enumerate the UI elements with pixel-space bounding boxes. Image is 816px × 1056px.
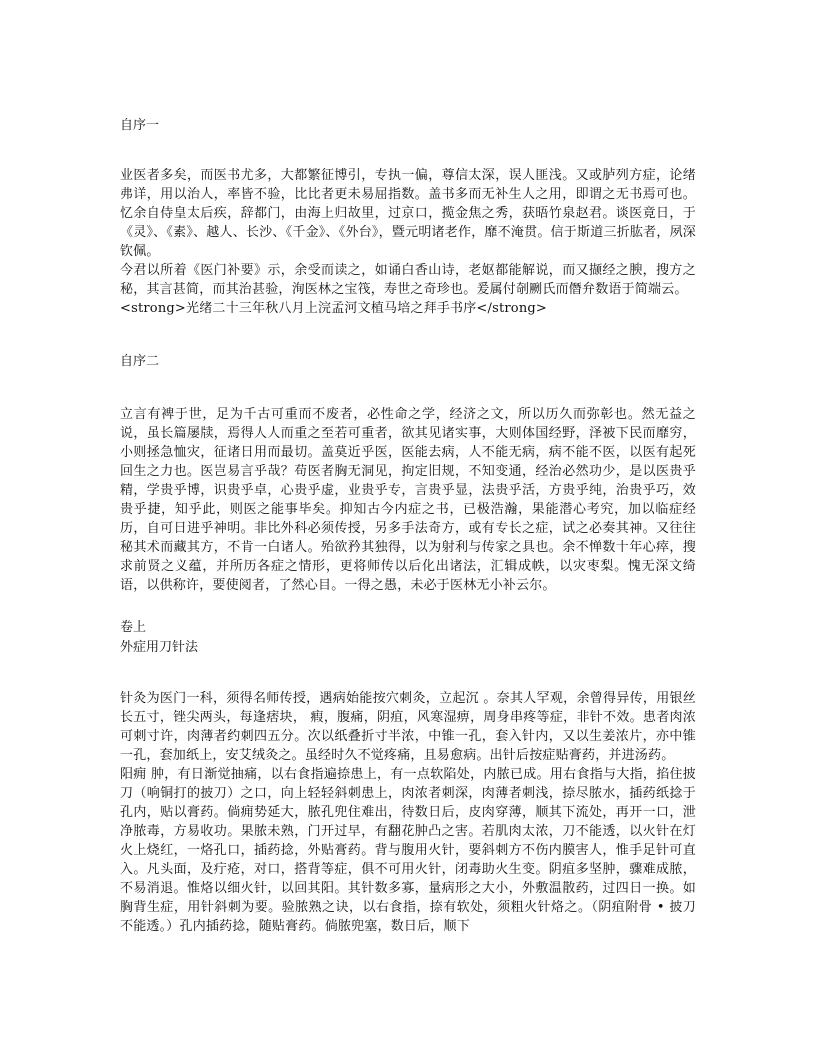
- preface1-paragraph-2: 今君以所着《医门补要》示，余受而读之，如诵白香山诗，老妪都能解说，而又撷经之腴，搜方之秘，其言甚简，而其治甚验，洵医林之宝筏，寿世之奇珍也。爰属付剞劂氏而僭弁数语于简端云。: [120, 263, 696, 297]
- section-paragraph-2: 阳痈 肿，有日渐觉抽痛，以右食指遍捺患上，有一点软陷处，内脓已成。用右食指与大指，掐住披刀（响铜打的披刀）之口，向上轻轻斜刺患上，肉浓者刺深，肉薄者刺浅，捺尽脓水，插药纸捻于孔内，贴以膏药。倘痈势延大，脓孔兜住难出，待数日后，皮肉穿薄，顺其下流处，再开一口，泄净脓毒，方易收功。果脓未熟，门开过早，有翻花肿凸之害。若肌肉太浓，刀不能透，以火针在灯火上烧红，一烙孔口，插药捻，外贴膏药。背与腹用火针，要斜刺方不伤内膜害人，惟手足针可直入。凡头面，及疔疮，对口，搭背等症，俱不可用火针，闭毒助火生变。阴疽多坚肿，骤难成脓，不易消退。惟烙以细火针，以回其阳。其针数多寡，量病形之大小，外敷温散药，过四日一换。如胸背生症，用针斜刺为要。验脓熟之诀，以右食指，捺有软处，须粗火针烙之。（阴疽附骨 • 披刀不能透。）孔内插药捻，随贴膏药。倘脓兜塞，数日后，顺下: [120, 767, 696, 934]
- preface1-signature: <strong>光绪二十三年秋八月上浣孟河文植马培之拜手书序</strong>: [120, 301, 548, 316]
- preface1-paragraph-1: 业医者多矣，而医书尤多，大都繁征博引，专执一偏，尊信太深，误人匪浅。又或胪列方症，论绪弗详，用以治人，率皆不验，比比者更未易屈指数。盖书多而无补生人之用，即谓之无书焉可也。忆余自侍皇太后疾，辞都门，由海上归故里，过京口，揽金焦之秀，获晤竹泉赵君。谈医竟日，于《灵》、《素》、越人、长沙、《千金》、《外台》，暨元明诸老作，靡不淹贯。信于斯道三折肱者，夙深钦佩。: [120, 168, 696, 259]
- preface1-body: [120, 166, 696, 318]
- preface1-title: 自序一: [120, 118, 160, 133]
- preface2-body: [120, 405, 696, 595]
- volume-title: 卷上: [120, 620, 147, 635]
- section-body: [120, 689, 696, 936]
- preface2-paragraph-1: 立言有裨于世，足为千古可重而不废者，必性命之学，经济之文，所以历久而弥彰也。然无益之说，虽长篇屡牍，焉得人人而重之至若可重者，欲其见诸实事，大则体国经野，泽被下民而靡穷，小则拯急恤灾，征诸日用而最切。盖莫近乎医，医能去病，人不能无病，病不能不医，以医有起死回生之力也。医岂易言乎哉？苟医者胸无洞见，拘定旧规，不知变通，经治必然功少，是以医贵乎精，学贵乎博，识贵乎卓，心贵乎虚，业贵乎专，言贵乎显，法贵乎活，方贵乎纯，治贵乎巧，效贵乎捷，知乎此，则医之能事毕矣。抑知古今内症之书，已极浩瀚，果能潜心考究，加以临症经历，自可日进乎神明。非比外科必须传授，另多手法奇方，或有专长之症，试之必奏其神。又往往秘其术而藏其方，不肯一白诸人。殆欲矜其独得，以为射利与传家之具也。余不惮数十年心瘁，搜求前贤之义蕴，并所历各症之情形，更将师传以后化出诸法，汇辑成帙，以灾枣梨。愧无深文绮语，以供称许，要使阅者，了然心目。一得之愚，未必于医林无小补云尔。: [120, 407, 696, 593]
- preface2-title: 自序二: [120, 354, 160, 369]
- section-paragraph-1: 针灸为医门一科，须得名师传授，遇病始能按穴刺灸，立起沉 。奈其人罕观，余曾得异传，用银丝长五寸，锉尖两头，每逢痞块， 瘕，腹痛，阴疽，风寒湿痹，周身串疼等症，非针不效。患者肉浓可刺寸许，肉薄者约刺四五分。次以纸叠折寸半浓，中锥一孔，套入针内，又以生姜浓片，亦中锥一孔，套加纸上，安艾绒灸之。虽经时久不觉疼痛，且易愈病。出针后按症贴膏药，并进汤药。: [120, 691, 696, 763]
- section-title: 外症用刀针法: [120, 640, 199, 655]
